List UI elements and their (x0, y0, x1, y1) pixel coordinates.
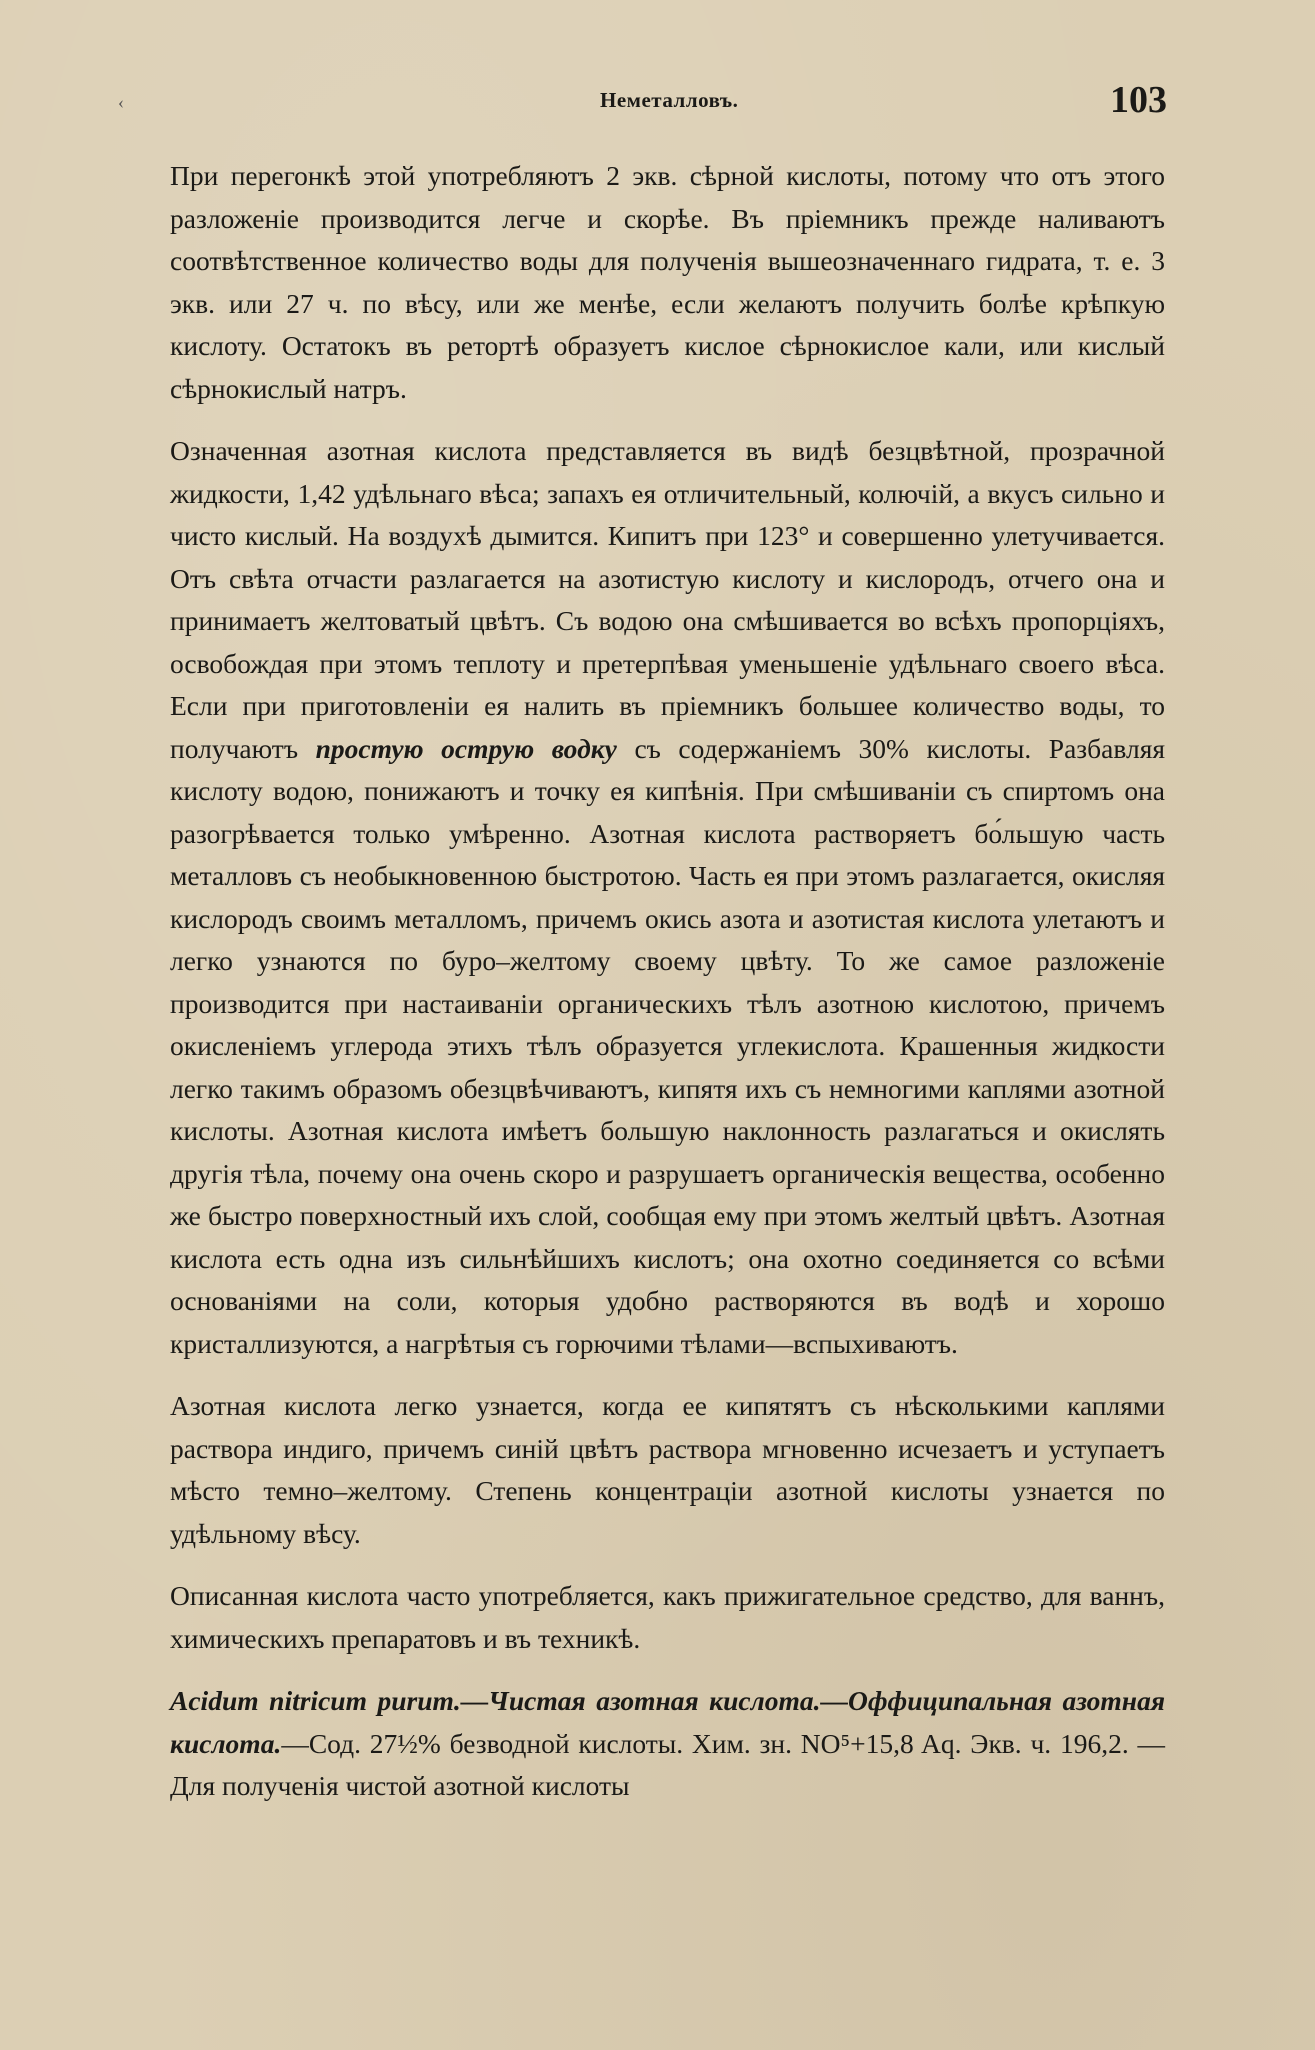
paragraph-5-text: —Сод. 27½% безводной кислоты. Хим. зн. NO⁵+15,8 Aq. Экв. ч. 196,2. — Для полученія чистой азотной кислоты (170, 1727, 1165, 1801)
page-header (0, 79, 1315, 122)
paragraph-5 (170, 1680, 1165, 1808)
page-number: 103 (1110, 79, 1167, 121)
paragraph-2-emphasis: простую острую водку (315, 732, 617, 764)
paragraph-2-part-b: съ содержаніемъ 30% кислоты. Разбавляя кислоту водою, понижаютъ и точку ея кипѣнія. При смѣшиваніи съ спиртомъ она разогрѣвается только умѣренно. Азотная кислота растворяетъ бо́льшую часть металловъ съ необыкновенною быстротою. Часть ея при этомъ разлагается, окисляя кислородъ своимъ металломъ, причемъ окись азота и азотистая кислота улетаютъ и легко узнаются по буро–желтому своему цвѣту. То же самое разложеніе производится при настаиваніи органическихъ тѣлъ азотною кислотою, причемъ окисленіемъ углерода этихъ тѣлъ образуется углекислота. Крашенныя жидкости легко такимъ образомъ обезцвѣчиваютъ, кипятя ихъ съ немногими каплями азотной кислоты. Азотная кислота имѣетъ большую наклонность разлагаться и окислять другія тѣла, почему она очень скоро и разрушаетъ органическія вещества, особенно же быстро поверхностный ихъ слой, сообщая ему при этомъ желтый цвѣтъ. Азотная кислота есть одна изъ сильнѣйшихъ кислотъ; она охотно соединяется со всѣми основаніями на соли, которыя удобно растворяются въ водѣ и хорошо кристаллизуются, а нагрѣтыя съ горючими тѣлами—вспыхиваютъ. (170, 732, 1166, 1359)
paragraph-3: Азотная кислота легко узнается, когда ее кипятятъ съ нѣсколькими каплями раствора индиго, причемъ синій цвѣтъ раствора мгновенно исчезаетъ и уступаетъ мѣсто темно–желтому. Степень концентраціи азотной кислоты узнается по удѣльному вѣсу. (170, 1390, 1165, 1549)
paragraph-2-part-a: Означенная азотная кислота представляется въ видѣ безцвѣтной, прозрачной жидкости, 1,42 удѣльнаго вѣса; запахъ ея отличительный, колючій, а вкусъ сильно и чисто кислый. На воздухѣ дымится. Кипитъ при 123° и совершенно улетучивается. Отъ свѣта отчасти разлагается на азотистую кислоту и кислородъ, отчего она и принимаетъ желтоватый цвѣтъ. Съ водою она смѣшивается во всѣхъ пропорціяхъ, освобождая при этомъ теплоту и претерпѣвая уменьшеніе удѣльнаго своего вѣса. Если при приготовленіи ея налить въ пріемникъ большее количество воды, то получаютъ (170, 435, 1165, 764)
paragraph-1: При перегонкѣ этой употребляютъ 2 экв. сѣрной кислоты, потому что отъ этого разложеніе производится легче и скорѣе. Въ пріемникъ прежде наливаютъ соотвѣтственное количество воды для полученія вышеозначеннаго гидрата, т. е. 3 экв. или 27 ч. по вѣсу, или же менѣе, если желаютъ получить болѣе крѣпкую кислоту. Остатокъ въ ретортѣ образуетъ кислое сѣрнокислое кали, или кислый сѣрнокислый натръ. (170, 160, 1165, 404)
margin-mark: ‹ (118, 92, 124, 112)
paragraph-2 (170, 430, 1165, 1365)
paragraph-5-heading: Acidum nitricum purum.—Чистая азотная кислота.—Оффиципальная азотная кислота. (170, 1685, 1165, 1759)
paragraph-4: Описанная кислота часто употребляется, какъ прижигательное средство, для ваннъ, химическихъ препаратовъ и въ техникѣ. (170, 1580, 1165, 1654)
body-text (170, 155, 1165, 1808)
running-title: Неметалловъ. (600, 88, 739, 112)
